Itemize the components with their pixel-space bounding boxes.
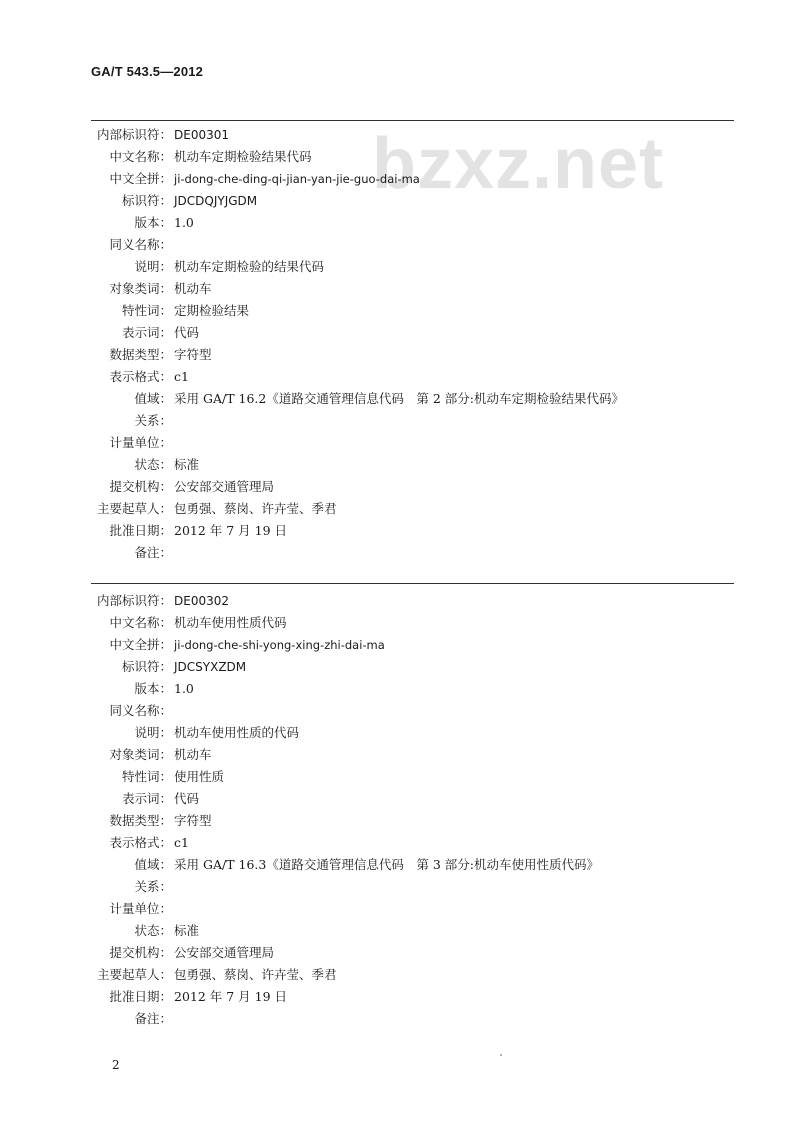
- field-row: [0, 476, 800, 498]
- field-row: [0, 234, 800, 256]
- field-label: 备注：: [134, 545, 172, 560]
- field-value: 公安部交通管理局: [174, 479, 275, 494]
- field-label: 标识符：: [121, 193, 172, 208]
- field-row: [0, 788, 800, 810]
- field-value: ji-dong-che-shi-yong-xing-zhi-dai-ma: [174, 638, 385, 652]
- field-label: 中文名称：: [109, 149, 172, 164]
- field-value: 机动车使用性质代码: [174, 615, 287, 630]
- field-row: [0, 278, 800, 300]
- field-value: 包勇强、蔡岗、许卉莹、季君: [174, 967, 337, 982]
- field-row: [0, 898, 800, 920]
- field-row: [0, 766, 800, 788]
- field-label: 特性词：: [121, 303, 172, 318]
- field-value: 标准: [174, 923, 200, 938]
- field-label: 值域：: [134, 857, 172, 872]
- field-row: [0, 388, 800, 410]
- field-label: 备注：: [134, 1011, 172, 1026]
- field-value: 定期检验结果: [174, 303, 250, 318]
- record-divider-top: [91, 120, 734, 121]
- watermark: bzxz.net: [372, 124, 665, 204]
- field-row: [0, 986, 800, 1008]
- field-label: 计量单位：: [109, 901, 172, 916]
- field-value: 机动车定期检验结果代码: [174, 149, 312, 164]
- field-value: DE00302: [174, 594, 229, 608]
- field-value: 代码: [174, 325, 200, 340]
- field-value: c1: [174, 835, 189, 850]
- field-value: JDCSYXZDM: [174, 660, 247, 674]
- field-value: 字符型: [174, 347, 212, 362]
- field-row: [0, 542, 800, 564]
- field-row: [0, 300, 800, 322]
- field-label: 标识符：: [121, 659, 172, 674]
- field-value: 包勇强、蔡岗、许卉莹、季君: [174, 501, 337, 516]
- field-row: [0, 1008, 800, 1030]
- field-row: [0, 832, 800, 854]
- field-label: 版本：: [134, 215, 172, 230]
- field-label: 主要起草人：: [96, 967, 172, 982]
- field-label: 内部标识符：: [96, 127, 172, 142]
- field-row: [0, 744, 800, 766]
- field-label: 对象类词：: [109, 747, 172, 762]
- field-row: [0, 810, 800, 832]
- field-label: 特性词：: [121, 769, 172, 784]
- field-value: 1.0: [174, 215, 194, 230]
- field-row: [0, 432, 800, 454]
- field-row: [0, 590, 800, 612]
- field-row: [0, 322, 800, 344]
- page-number: 2: [112, 1058, 120, 1072]
- field-label: 版本：: [134, 681, 172, 696]
- field-label: 说明：: [134, 259, 172, 274]
- field-value: 机动车: [174, 747, 212, 762]
- field-label: 关系：: [134, 413, 172, 428]
- field-row: [0, 366, 800, 388]
- field-value: 代码: [174, 791, 200, 806]
- field-label: 中文全拼：: [109, 171, 172, 186]
- field-row: [0, 190, 800, 212]
- field-label: 表示格式：: [109, 369, 172, 384]
- field-label: 对象类词：: [109, 281, 172, 296]
- field-label: 数据类型：: [109, 813, 172, 828]
- field-value: 机动车使用性质的代码: [174, 725, 300, 740]
- field-label: 批准日期：: [109, 523, 172, 538]
- field-row: [0, 124, 800, 146]
- field-row: [0, 678, 800, 700]
- field-label: 数据类型：: [109, 347, 172, 362]
- field-value: 使用性质: [174, 769, 225, 784]
- field-row: [0, 634, 800, 656]
- field-row: [0, 942, 800, 964]
- field-label: 计量单位：: [109, 435, 172, 450]
- field-row: [0, 256, 800, 278]
- field-label: 提交机构：: [109, 479, 172, 494]
- field-label: 中文名称：: [109, 615, 172, 630]
- field-label: 提交机构：: [109, 945, 172, 960]
- field-value: DE00301: [174, 128, 229, 142]
- field-row: [0, 700, 800, 722]
- field-value: c1: [174, 369, 189, 384]
- field-row: [0, 212, 800, 234]
- field-row: [0, 146, 800, 168]
- field-row: [0, 920, 800, 942]
- field-value: 标准: [174, 457, 200, 472]
- field-value: 公安部交通管理局: [174, 945, 275, 960]
- field-label: 中文全拼：: [109, 637, 172, 652]
- field-label: 表示词：: [121, 791, 172, 806]
- field-label: 主要起草人：: [96, 501, 172, 516]
- field-value: ji-dong-che-ding-qi-jian-yan-jie-guo-dai-ma: [174, 172, 420, 186]
- record-divider-middle: [91, 583, 734, 584]
- field-value: JDCDQJYJGDM: [174, 194, 258, 208]
- field-row: [0, 410, 800, 432]
- field-value: 1.0: [174, 681, 194, 696]
- field-row: [0, 656, 800, 678]
- field-value: 采用 GA/T 16.3《道路交通管理信息代码 第 3 部分:机动车使用性质代码》: [174, 857, 599, 872]
- field-value: 字符型: [174, 813, 212, 828]
- field-label: 同义名称：: [109, 703, 172, 718]
- field-row: [0, 964, 800, 986]
- field-value: 2012 年 7 月 19 日: [174, 989, 288, 1004]
- field-label: 值域：: [134, 391, 172, 406]
- field-row: [0, 454, 800, 476]
- field-label: 表示格式：: [109, 835, 172, 850]
- field-value: 机动车: [174, 281, 212, 296]
- field-row: [0, 876, 800, 898]
- standard-number-header: GA/T 543.5—2012: [91, 64, 204, 79]
- field-label: 说明：: [134, 725, 172, 740]
- field-label: 批准日期：: [109, 989, 172, 1004]
- field-value: 2012 年 7 月 19 日: [174, 523, 288, 538]
- field-row: [0, 854, 800, 876]
- field-row: [0, 722, 800, 744]
- field-row: [0, 612, 800, 634]
- field-label: 表示词：: [121, 325, 172, 340]
- field-label: 同义名称：: [109, 237, 172, 252]
- field-label: 关系：: [134, 879, 172, 894]
- field-label: 状态：: [134, 457, 172, 472]
- field-row: [0, 168, 800, 190]
- field-label: 状态：: [134, 923, 172, 938]
- field-label: 内部标识符：: [96, 593, 172, 608]
- scan-speck: [500, 1054, 502, 1056]
- field-row: [0, 498, 800, 520]
- field-value: 采用 GA/T 16.2《道路交通管理信息代码 第 2 部分:机动车定期检验结果代码》: [174, 391, 624, 406]
- field-value: 机动车定期检验的结果代码: [174, 259, 325, 274]
- field-row: [0, 344, 800, 366]
- field-row: [0, 520, 800, 542]
